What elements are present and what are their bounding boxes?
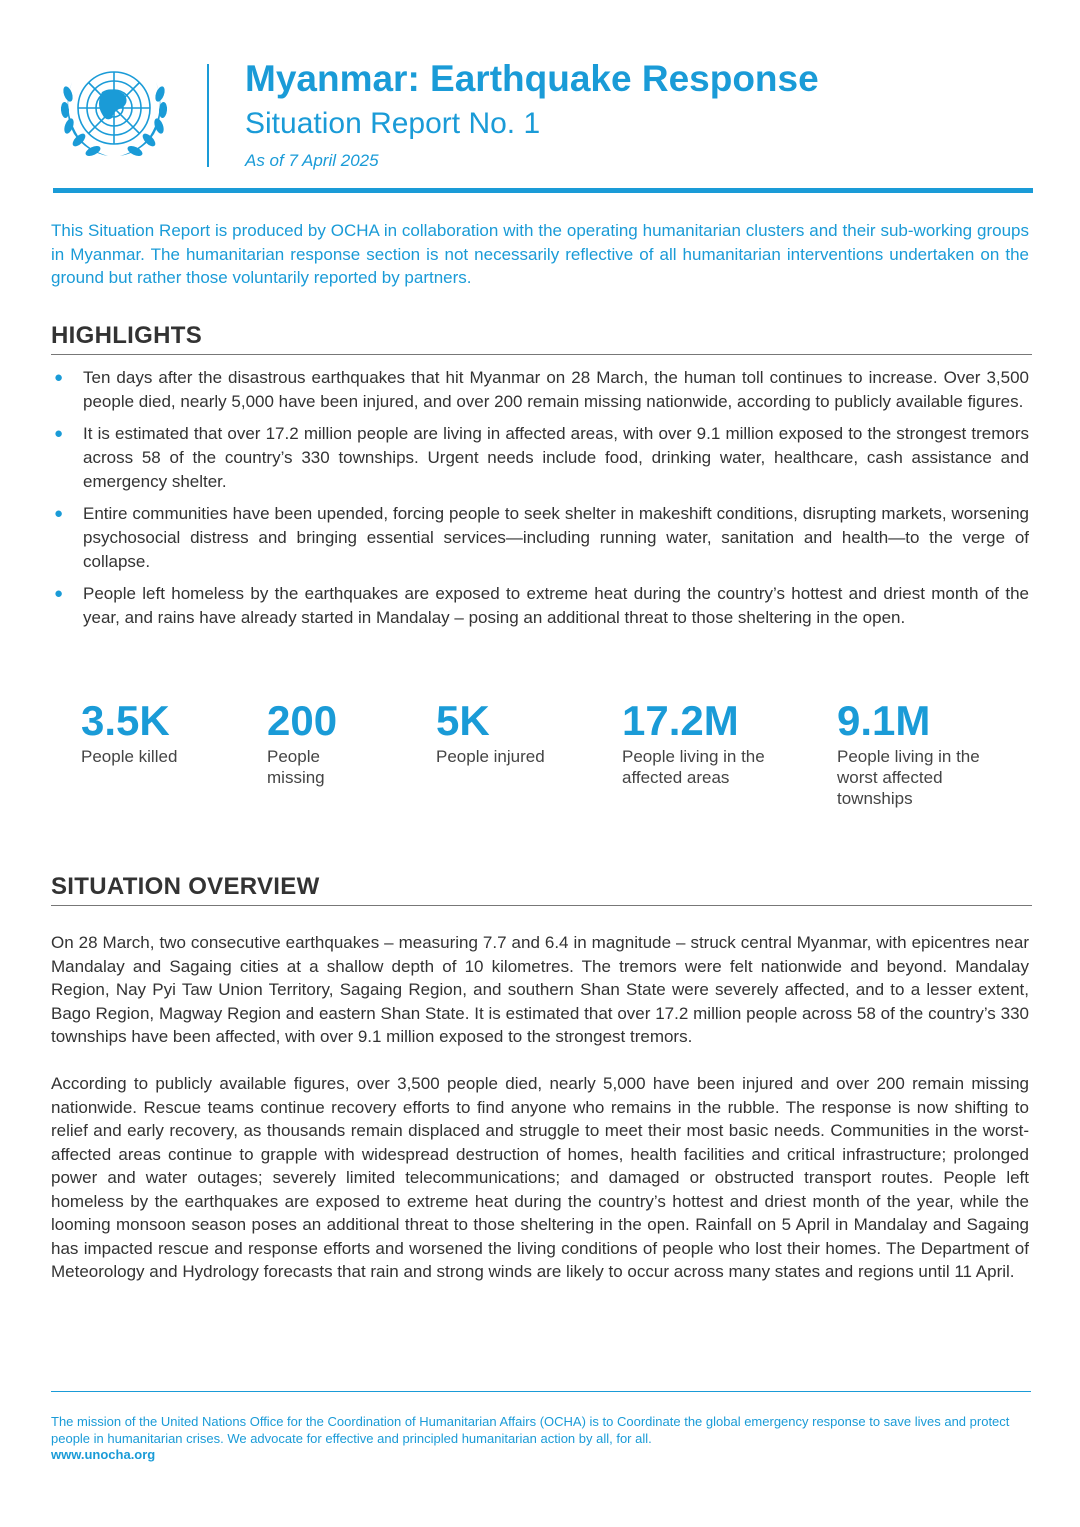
stat-value: 3.5K	[81, 697, 170, 744]
highlight-item	[51, 502, 1029, 574]
bullet-icon: ●	[54, 369, 64, 386]
stat-label: People injured	[436, 747, 545, 766]
footer-url-link[interactable]: www.unocha.org	[51, 1447, 156, 1462]
footer-rule	[51, 1391, 1031, 1392]
highlights-rule	[51, 354, 1032, 355]
stat-value: 9.1M	[837, 697, 931, 744]
stat-value: 17.2M	[622, 697, 739, 744]
report-title: Myanmar: Earthquake Response	[245, 58, 819, 99]
overview-paragraph-2: According to publicly available figures, over 3,500 people died, nearly 5,000 have been injured and over 200 remain missing nationwide. Rescue teams continue recovery efforts to find anyone who remains in the rubble. The response is now shifting to relief and early recovery, as thousands remain displaced and struggle to meet their most basic needs. Communities in the worst-affected areas continue to grapple with widespread destruction of homes, health facilities and critical infrastructure; prolonged power and water outages; severely limited telecommunications; and damaged or obstructed transport routes. People left homeless by the earthquakes are exposed to extreme heat during the country’s hottest and driest month of the year, while the looming monsoon season poses an additional threat to those sheltering in the open. Rainfall on 5 April in Mandalay and Sagaing has impacted rescue and response efforts and worsened the living conditions of people who lost their homes. The Department of Meteorology and Hydrology forecasts that rain and strong winds are likely to occur across many states and regions until 11 April.	[51, 1074, 1029, 1281]
header-divider	[207, 64, 209, 167]
report-subtitle: Situation Report No. 1	[245, 107, 541, 140]
highlight-text: Entire communities have been upended, forcing people to seek shelter in makeshift conditions, disrupting markets, worsening psychosocial distress and bringing essential services—including running water, sanitation and health—to the verge of collapse.	[83, 504, 1029, 571]
stat-label: People killed	[81, 747, 178, 766]
stat-people-injured	[436, 698, 606, 767]
highlight-item	[51, 422, 1029, 494]
highlights-heading: HIGHLIGHTS	[51, 322, 202, 349]
un-emblem-logo	[52, 62, 176, 168]
header-bar	[53, 188, 1033, 193]
highlights-list	[51, 366, 1029, 638]
highlight-item	[51, 366, 1029, 414]
overview-heading: SITUATION OVERVIEW	[51, 873, 320, 900]
stat-people-killed	[81, 698, 241, 767]
stat-affected-areas	[622, 698, 792, 788]
highlight-text: It is estimated that over 17.2 million people are living in affected areas, with over 9.1 million exposed to the strongest tremors across 58 of the country’s 330 townships. Urgent needs include food, drinking water, healthcare, cash assistance and emergency shelter.	[83, 424, 1029, 491]
report-date: As of 7 April 2025	[245, 151, 379, 170]
stat-value: 5K	[436, 697, 490, 744]
stat-label: People living in the affected areas	[622, 747, 765, 787]
bullet-icon: ●	[54, 585, 64, 602]
bullet-icon: ●	[54, 505, 64, 522]
highlight-text: Ten days after the disastrous earthquakes that hit Myanmar on 28 March, the human toll continues to increase. Over 3,500 people died, nearly 5,000 have been injured, and over 200 remain missing nationwide, according to publicly available figures.	[83, 368, 1029, 411]
bullet-icon: ●	[54, 425, 64, 442]
stat-worst-affected	[837, 698, 1002, 809]
stat-label: People living in the worst affected townships	[837, 747, 980, 808]
stat-label: People missing	[267, 747, 325, 787]
highlight-item	[51, 582, 1029, 630]
highlight-text: People left homeless by the earthquakes are exposed to extreme heat during the country’s hottest and driest month of the year, and rains have already started in Mandalay – posing an additional threat to those sheltering in the open.	[83, 584, 1029, 627]
intro-text: This Situation Report is produced by OCHA in collaboration with the operating humanitarian clusters and their sub-working groups in Myanmar. The humanitarian response section is not necessarily reflective of all humanitarian interventions undertaken on the ground but rather those voluntarily reported by partners.	[51, 221, 1029, 287]
stat-value: 200	[267, 697, 338, 744]
stat-people-missing	[267, 698, 357, 788]
footer-mission: The mission of the United Nations Office for the Coordination of Humanitarian Affairs (OCHA) is to Coordinate the global emergency response to save lives and protect people in humanitarian crises. We advocate for effective and principled humanitarian action by all, for all.	[51, 1414, 1010, 1446]
overview-rule	[51, 905, 1032, 906]
overview-paragraph-1: On 28 March, two consecutive earthquakes – measuring 7.7 and 6.4 in magnitude – struck central Myanmar, with epicentres near Mandalay and Sagaing cities at a shallow depth of 10 kilometres. The tremors were felt nationwide and beyond. Mandalay Region, Nay Pyi Taw Union Territory, Sagaing Region, and southern Shan State were severely affected, and to a lesser extent, Bago Region, Magway Region and eastern Shan State. It is estimated that over 17.2 million people across 58 of the country’s 330 townships have been affected, with over 9.1 million exposed to the strongest tremors.	[51, 933, 1029, 1046]
